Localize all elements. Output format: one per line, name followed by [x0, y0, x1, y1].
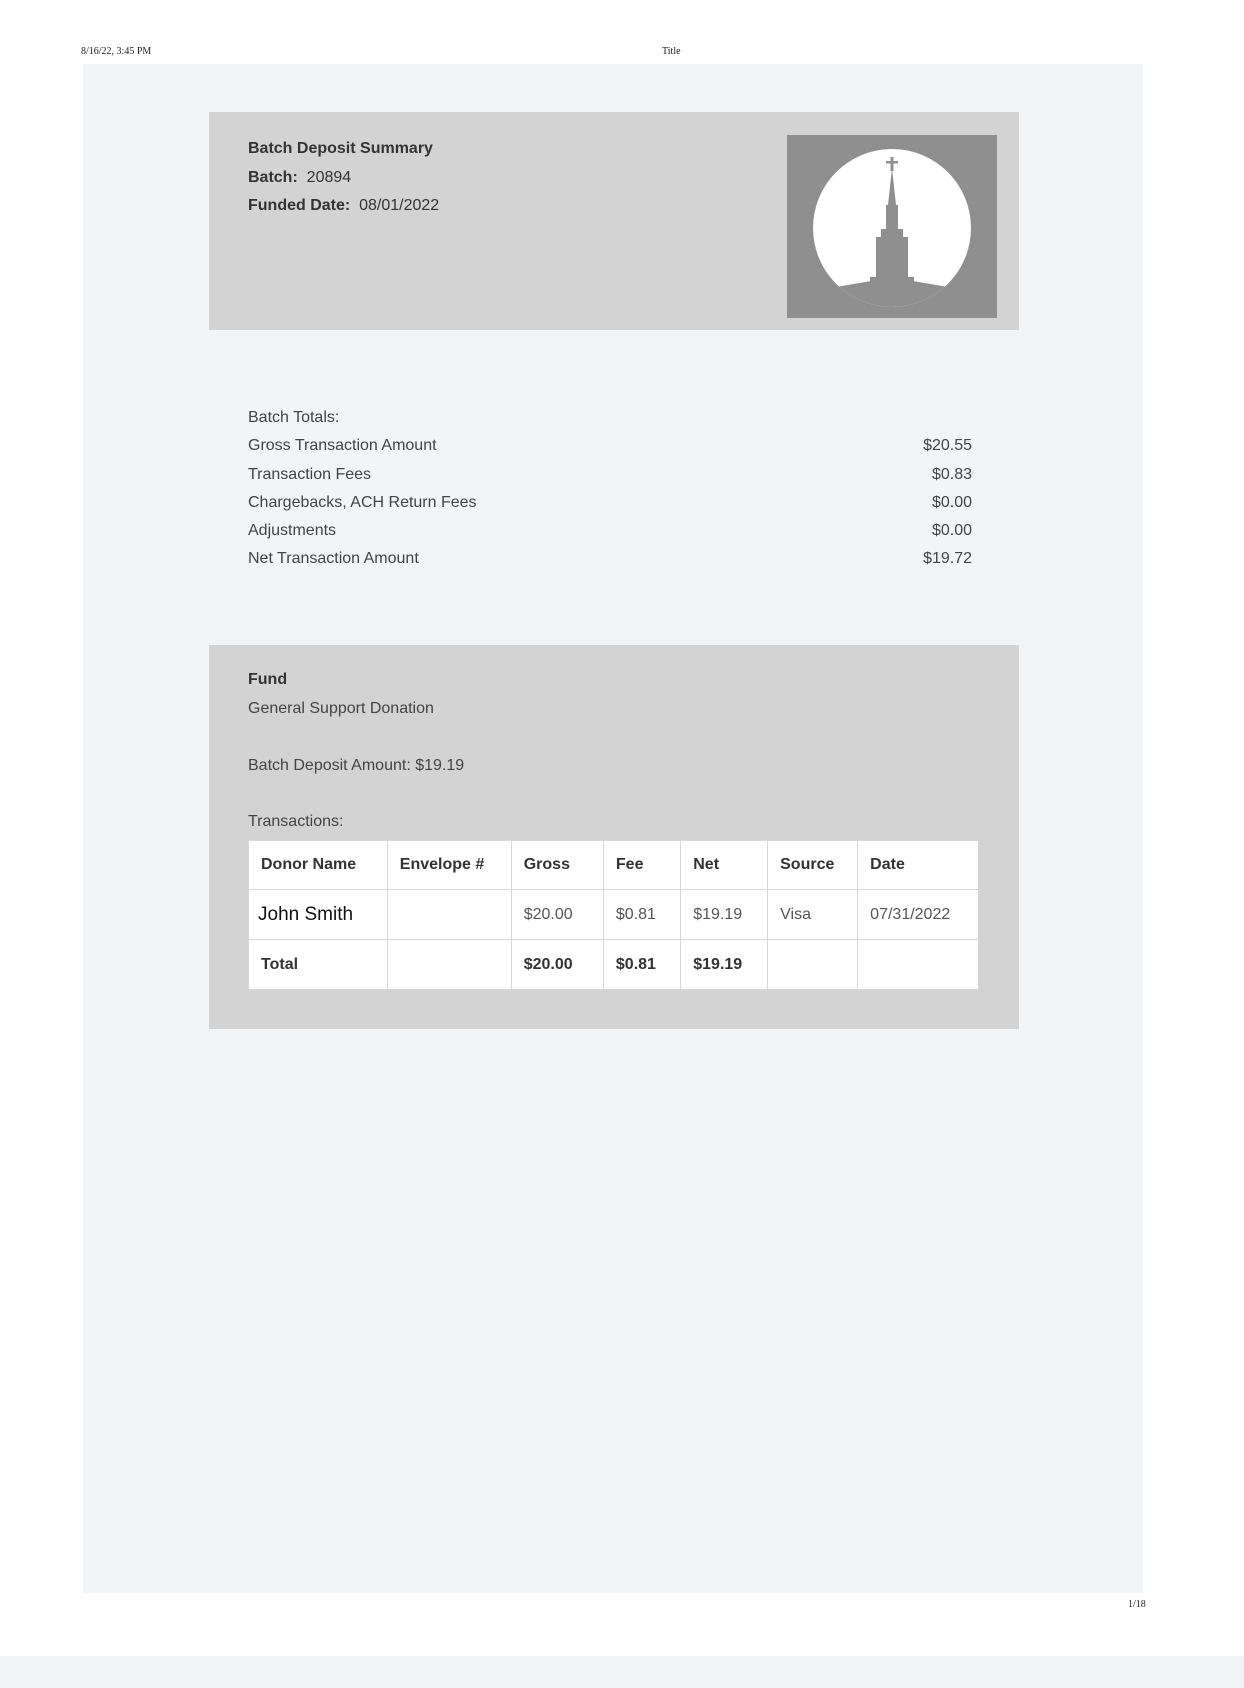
church-steeple-logo-icon — [787, 135, 997, 318]
total-label-cell: Total — [249, 940, 388, 990]
empty-cell — [768, 940, 858, 990]
totals-row-amount: $0.00 — [931, 522, 972, 540]
column-header: Gross — [511, 841, 603, 890]
totals-row-label: Gross Transaction Amount — [248, 437, 437, 455]
envelope-cell — [387, 890, 511, 940]
batch-deposit-amount: Batch Deposit Amount: $19.19 — [248, 757, 465, 774]
fee-cell: $0.81 — [603, 890, 680, 940]
totals-row-amount: $20.55 — [923, 437, 972, 455]
net-cell: $19.19 — [681, 890, 768, 940]
table-row — [249, 890, 979, 940]
column-header: Date — [858, 841, 979, 890]
fund-name: General Support Donation — [248, 700, 434, 717]
funded-date-value: 08/01/2022 — [359, 197, 440, 214]
table-header-row — [249, 841, 979, 890]
transactions-table — [248, 840, 979, 990]
total-fee-cell: $0.81 — [603, 940, 680, 990]
report-title: Batch Deposit Summary — [248, 140, 433, 157]
totals-row-label: Net Transaction Amount — [248, 550, 419, 568]
column-header: Fee — [603, 841, 680, 890]
column-header: Envelope # — [387, 841, 511, 890]
date-cell: 07/31/2022 — [858, 890, 979, 940]
print-date: 8/16/22, 3:45 PM — [81, 46, 152, 57]
print-title: Title — [662, 46, 681, 57]
column-header: Source — [768, 841, 858, 890]
totals-row — [248, 432, 972, 460]
donor-name-cell: John Smith — [249, 890, 388, 940]
column-header: Net — [681, 841, 768, 890]
totals-row-label: Chargebacks, ACH Return Fees — [248, 493, 477, 511]
totals-row — [248, 545, 972, 573]
bottom-strip — [0, 1656, 1244, 1688]
report-page — [83, 64, 1143, 1593]
total-net-cell: $19.19 — [681, 940, 768, 990]
batch-value: 20894 — [306, 169, 352, 186]
totals-row-amount: $19.72 — [923, 550, 972, 568]
batch-line — [248, 169, 351, 187]
column-header: Donor Name — [249, 841, 388, 890]
page-number: 1/18 — [1128, 1599, 1146, 1610]
gross-cell: $20.00 — [511, 890, 603, 940]
funded-date-label: Funded Date: — [248, 197, 351, 214]
fund-heading: Fund — [248, 671, 288, 688]
empty-cell — [858, 940, 979, 990]
totals-heading: Batch Totals: — [248, 409, 340, 426]
source-cell: Visa — [768, 890, 858, 940]
empty-cell — [387, 940, 511, 990]
fund-section — [209, 645, 1019, 1029]
totals-row-amount: $0.83 — [931, 465, 972, 483]
totals-row-label: Adjustments — [248, 522, 337, 540]
totals-row-amount: $0.00 — [931, 493, 972, 511]
batch-label: Batch: — [248, 169, 298, 186]
totals-row — [248, 461, 972, 489]
totals-row-label: Transaction Fees — [248, 465, 372, 483]
batch-totals — [248, 404, 972, 574]
total-gross-cell: $20.00 — [511, 940, 603, 990]
totals-row — [248, 489, 972, 517]
table-total-row — [249, 940, 979, 990]
summary-header — [209, 112, 1019, 330]
totals-row — [248, 517, 972, 545]
transactions-label: Transactions: — [248, 813, 344, 830]
funded-date-line — [248, 197, 439, 215]
